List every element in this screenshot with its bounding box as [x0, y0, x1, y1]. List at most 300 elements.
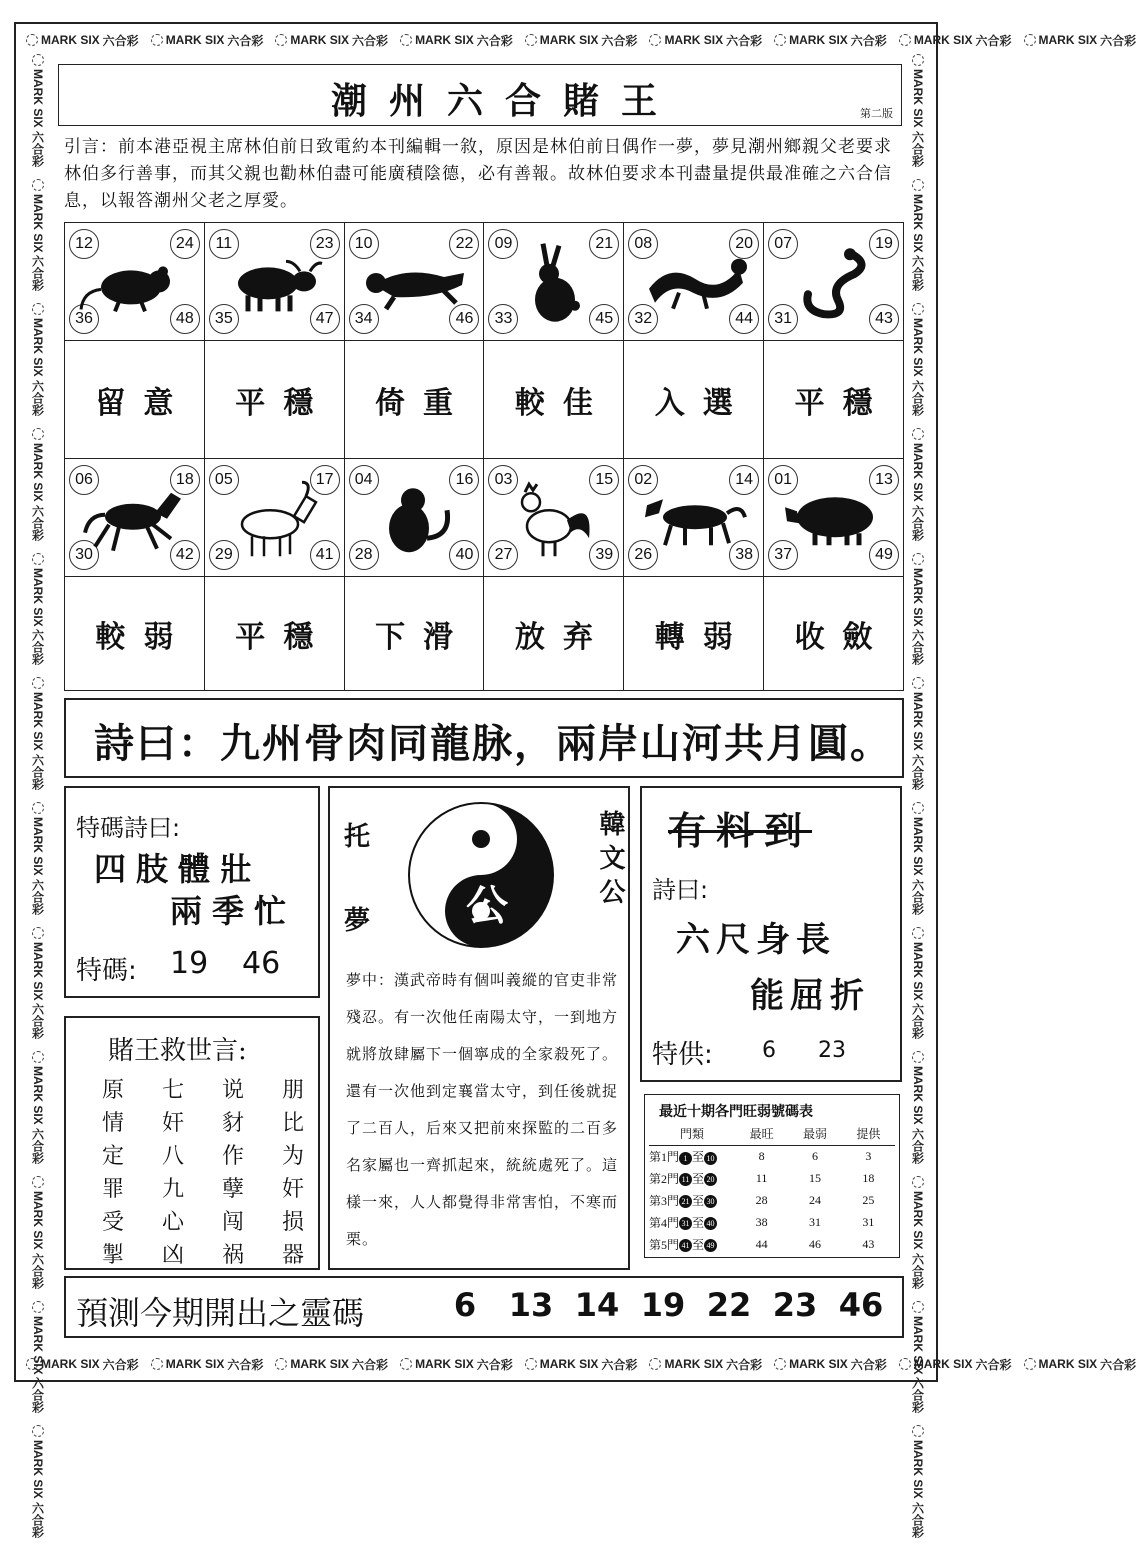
zodiac-word: 平穩: [777, 386, 891, 421]
brand-cell: [145, 1356, 270, 1373]
brand-en: MARK SIX: [31, 568, 45, 627]
zodiac-number: 21: [589, 229, 619, 259]
brand-cell: [394, 1356, 519, 1373]
brand-en: MARK SIX: [664, 33, 723, 47]
brand-en: MARK SIX: [540, 1357, 599, 1371]
ox-icon: [224, 251, 324, 319]
range-word: 至: [692, 1172, 704, 1186]
stats-min-cell: 46: [788, 1233, 841, 1255]
brand-en: MARK SIX: [911, 1191, 925, 1250]
brand-cn: 六合彩: [103, 32, 139, 49]
brand-cell: [20, 32, 145, 49]
range-from: 31: [679, 1217, 692, 1230]
zodiac-number: 32: [628, 304, 658, 334]
stats-title: 最近十期各門旺弱號碼表: [659, 1101, 813, 1121]
brand-cell: [30, 48, 47, 173]
zodiac-word: 倚重: [357, 386, 471, 421]
flower-icon: [1024, 34, 1036, 46]
flower-icon: [32, 553, 44, 565]
brand-cell: [643, 32, 768, 49]
brand-cell: [30, 1170, 47, 1295]
stats-door-cell: [649, 1189, 735, 1211]
material-box: [640, 786, 902, 1082]
flower-icon: [400, 1358, 412, 1370]
flower-icon: [32, 54, 44, 66]
zodiac-word-cell: [204, 577, 344, 691]
brand-cell: [910, 422, 927, 547]
zodiac-number: 46: [449, 304, 479, 334]
brand-cn: 六合彩: [601, 32, 637, 49]
brand-en: MARK SIX: [911, 942, 925, 1001]
prediction-number: 46: [828, 1286, 894, 1324]
brand-en: MARK SIX: [31, 194, 45, 253]
brand-cell: [30, 1419, 47, 1544]
special-poem-line1: 四肢體壯: [94, 844, 262, 890]
brand-en: MARK SIX: [1039, 33, 1098, 47]
zodiac-number: 11: [209, 229, 239, 259]
special-code-2: 46: [242, 946, 280, 981]
brand-cn: 六合彩: [910, 255, 927, 291]
zodiac-number: 41: [310, 540, 340, 570]
zodiac-number: 24: [170, 229, 200, 259]
zodiac-number: 28: [349, 540, 379, 570]
brand-cn: 六合彩: [30, 255, 47, 291]
brand-cell: [910, 1045, 927, 1170]
brand-en: MARK SIX: [911, 1316, 925, 1375]
brand-cell: [768, 1356, 893, 1373]
brand-cn: 六合彩: [851, 1356, 887, 1373]
zodiac-cell: [484, 459, 624, 577]
brand-en: MARK SIX: [911, 318, 925, 377]
zodiac-word: 入選: [637, 386, 751, 421]
brand-en: MARK SIX: [31, 942, 45, 1001]
flower-icon: [32, 927, 44, 939]
brand-cell: [30, 173, 47, 298]
stats-box: [644, 1094, 900, 1258]
stats-max-cell: 11: [735, 1167, 788, 1189]
stats-max-cell: 38: [735, 1211, 788, 1233]
brand-cell: [30, 1045, 47, 1170]
brand-en: MARK SIX: [911, 1440, 925, 1499]
flower-icon: [912, 303, 924, 315]
brand-cn: 六合彩: [227, 32, 263, 49]
prediction-number: 19: [630, 1286, 696, 1324]
flower-icon: [912, 54, 924, 66]
zodiac-number: 38: [729, 540, 759, 570]
flower-icon: [912, 553, 924, 565]
flower-icon: [32, 1301, 44, 1313]
brand-cell: [145, 32, 270, 49]
zodiac-word-cell: [764, 341, 904, 459]
saving-word-char: 说: [222, 1074, 244, 1107]
zodiac-word: 下滑: [357, 620, 471, 655]
stats-table: [649, 1123, 895, 1255]
brand-cn: 六合彩: [910, 131, 927, 167]
flower-icon: [912, 179, 924, 191]
rat-icon: [79, 251, 189, 319]
zodiac-word-cell: [65, 577, 205, 691]
brand-cn: 六合彩: [1100, 1356, 1136, 1373]
brand-en: MARK SIX: [31, 1066, 45, 1125]
zodiac-word-cell: [65, 341, 205, 459]
zodiac-number: 09: [488, 229, 518, 259]
brand-en: MARK SIX: [31, 69, 45, 128]
stats-door-cell: [649, 1233, 735, 1255]
stats-min-cell: 15: [788, 1167, 841, 1189]
supply-num-2: 23: [818, 1038, 846, 1063]
brand-cn: 六合彩: [30, 879, 47, 915]
zodiac-grid: [64, 222, 904, 691]
bottom-brand-strip: [20, 1350, 932, 1378]
yin-yang-icon: [406, 800, 556, 950]
dream-story-text: 夢中：漢武帝時有個叫義縱的官吏非常殘忍。有一次他任南陽太守，一到地方就將放肆屬下一個寧成的全家殺死了。還有一次他到定襄當太守，到任後就捉了二百人，后來又把前來探監的二百多名家屬也一齊抓起來，統統處死了。這樣一來，人人都覺得非常害怕，不寒而栗。: [346, 962, 618, 1258]
zodiac-cell: [344, 459, 484, 577]
range-to: 20: [704, 1173, 717, 1186]
brand-cn: 六合彩: [30, 629, 47, 665]
pig-icon: [779, 489, 889, 553]
flower-icon: [275, 34, 287, 46]
saving-words-column: [282, 1074, 304, 1305]
stats-max-cell: 44: [735, 1233, 788, 1255]
brand-en: MARK SIX: [31, 817, 45, 876]
brand-cn: 六合彩: [477, 32, 513, 49]
zodiac-cell: [764, 459, 904, 577]
brand-en: MARK SIX: [789, 1357, 848, 1371]
dog-icon: [639, 489, 749, 553]
brand-en: MARK SIX: [914, 33, 973, 47]
zodiac-word-cell: [484, 341, 624, 459]
zodiac-word-cell: [344, 341, 484, 459]
brand-en: MARK SIX: [540, 33, 599, 47]
prediction-number: 6: [432, 1286, 498, 1324]
zodiac-number: 36: [69, 304, 99, 334]
brand-en: MARK SIX: [911, 443, 925, 502]
zodiac-number: 26: [628, 540, 658, 570]
brand-cell: [910, 1170, 927, 1295]
saving-word-char: 朋: [282, 1074, 304, 1107]
zodiac-number: 47: [310, 304, 340, 334]
material-line2: 能屈折: [750, 968, 870, 1017]
brand-cn: 六合彩: [910, 380, 927, 416]
stats-header: 門類: [649, 1123, 735, 1145]
zodiac-number: 40: [449, 540, 479, 570]
brand-cell: [30, 297, 47, 422]
range-to: 10: [704, 1152, 717, 1165]
zodiac-number: 35: [209, 304, 239, 334]
flower-icon: [400, 34, 412, 46]
saving-words-column: [102, 1074, 124, 1305]
zodiac-number: 33: [488, 304, 518, 334]
prediction-label: 預測今期開出之靈碼: [76, 1288, 364, 1334]
flower-icon: [525, 1358, 537, 1370]
flower-icon: [32, 179, 44, 191]
flower-icon: [275, 1358, 287, 1370]
zodiac-number: 12: [69, 229, 99, 259]
zodiac-number: 27: [488, 540, 518, 570]
range-from: 41: [679, 1239, 692, 1252]
brand-cn: 六合彩: [910, 1003, 927, 1039]
brand-cell: [643, 1356, 768, 1373]
saving-word-char: 作: [222, 1140, 244, 1173]
stats-row: [649, 1211, 895, 1233]
brand-en: MARK SIX: [911, 692, 925, 751]
brand-cn: 六合彩: [910, 629, 927, 665]
zodiac-cell: [624, 459, 764, 577]
brand-cn: 六合彩: [352, 32, 388, 49]
range-word: 至: [692, 1238, 704, 1252]
zodiac-number: 14: [729, 465, 759, 495]
dream-left-char1: 托: [344, 816, 370, 853]
range-to: 49: [704, 1239, 717, 1252]
brand-en: MARK SIX: [911, 69, 925, 128]
brand-cell: [910, 547, 927, 672]
brand-cell: [910, 48, 927, 173]
zodiac-number: 20: [729, 229, 759, 259]
brand-cn: 六合彩: [910, 505, 927, 541]
zodiac-word-cell: [484, 577, 624, 691]
zodiac-number: 44: [729, 304, 759, 334]
brand-en: MARK SIX: [31, 692, 45, 751]
zodiac-number: 17: [310, 465, 340, 495]
monkey-icon: [369, 480, 459, 564]
saving-word-char: 为: [282, 1140, 304, 1173]
brand-cn: 六合彩: [726, 32, 762, 49]
stats-row: [649, 1189, 895, 1211]
door-label: 第1門: [649, 1150, 679, 1164]
brand-en: MARK SIX: [166, 33, 225, 47]
flower-icon: [32, 802, 44, 814]
range-word: 至: [692, 1194, 704, 1208]
header-box: [58, 64, 902, 126]
brand-cn: 六合彩: [851, 32, 887, 49]
stats-offer-cell: 43: [842, 1233, 895, 1255]
svg-text:公: 公: [466, 881, 508, 930]
zodiac-word: 較佳: [497, 386, 611, 421]
zodiac-number: 31: [768, 304, 798, 334]
flower-icon: [32, 1425, 44, 1437]
saving-words-title: 賭王救世言:: [108, 1030, 247, 1067]
brand-cell: [768, 32, 893, 49]
prediction-box: [64, 1276, 904, 1338]
dream-right-label: 韓文公: [592, 810, 629, 912]
brand-en: MARK SIX: [415, 33, 474, 47]
brand-cn: 六合彩: [30, 1128, 47, 1164]
material-title: 有料到: [668, 800, 812, 855]
special-poem-box: [64, 786, 320, 998]
zodiac-word-cell: [624, 341, 764, 459]
flower-icon: [912, 1176, 924, 1188]
brand-cell: [910, 1419, 927, 1544]
zodiac-number: 13: [869, 465, 899, 495]
flower-icon: [912, 1301, 924, 1313]
right-brand-strip: [904, 48, 932, 1340]
brand-cell: [30, 1295, 47, 1420]
brand-en: MARK SIX: [911, 568, 925, 627]
zodiac-cell: [204, 223, 344, 341]
supply-label: 特供:: [652, 1034, 713, 1071]
zodiac-number: 15: [589, 465, 619, 495]
stats-min-cell: 6: [788, 1145, 841, 1167]
zodiac-number: 34: [349, 304, 379, 334]
zodiac-word-cell: [204, 341, 344, 459]
brand-cell: [519, 1356, 644, 1373]
saving-word-char: 器: [282, 1239, 304, 1272]
brand-cn: 六合彩: [477, 1356, 513, 1373]
saving-word-char: 定: [102, 1140, 124, 1173]
flower-icon: [151, 34, 163, 46]
zodiac-number: 06: [69, 465, 99, 495]
stats-max-cell: 28: [735, 1189, 788, 1211]
brand-cn: 六合彩: [910, 754, 927, 790]
stats-header: 最弱: [788, 1123, 841, 1145]
zodiac-number: 05: [209, 465, 239, 495]
rooster-icon: [509, 480, 599, 564]
range-to: 40: [704, 1217, 717, 1230]
special-code-1: 19: [170, 946, 208, 981]
brand-cn: 六合彩: [30, 505, 47, 541]
stats-door-cell: [649, 1167, 735, 1189]
stats-offer-cell: 25: [842, 1189, 895, 1211]
zodiac-number: 04: [349, 465, 379, 495]
brand-en: MARK SIX: [290, 33, 349, 47]
brand-en: MARK SIX: [31, 1440, 45, 1499]
saving-word-char: 奸: [162, 1107, 184, 1140]
saving-word-char: 罪: [102, 1173, 124, 1206]
flower-icon: [32, 1051, 44, 1063]
stats-row: [649, 1233, 895, 1255]
brand-cell: [30, 422, 47, 547]
saving-word-char: 掣: [102, 1239, 124, 1272]
brand-en: MARK SIX: [664, 1357, 723, 1371]
brand-cn: 六合彩: [910, 879, 927, 915]
zodiac-word: 轉弱: [637, 620, 751, 655]
door-label: 第3門: [649, 1194, 679, 1208]
range-word: 至: [692, 1216, 704, 1230]
brand-en: MARK SIX: [31, 1316, 45, 1375]
saving-word-char: 孽: [222, 1173, 244, 1206]
brand-cell: [394, 32, 519, 49]
flower-icon: [26, 34, 38, 46]
brand-cn: 六合彩: [30, 1502, 47, 1538]
zodiac-word: 留意: [77, 386, 191, 421]
brand-cell: [910, 297, 927, 422]
stats-min-cell: 31: [788, 1211, 841, 1233]
brand-en: MARK SIX: [914, 1357, 973, 1371]
flower-icon: [912, 927, 924, 939]
zodiac-number: 02: [628, 465, 658, 495]
goat-icon: [224, 480, 324, 564]
saving-words-column: [162, 1074, 184, 1305]
stats-max-cell: 8: [735, 1145, 788, 1167]
zodiac-cell: [65, 459, 205, 577]
zodiac-number: 37: [768, 540, 798, 570]
stats-door-cell: [649, 1145, 735, 1167]
zodiac-number: 18: [170, 465, 200, 495]
brand-cell: [1018, 32, 1142, 49]
zodiac-number: 42: [170, 540, 200, 570]
flower-icon: [151, 1358, 163, 1370]
zodiac-cell: [764, 223, 904, 341]
zodiac-number: 08: [628, 229, 658, 259]
brand-en: MARK SIX: [31, 1191, 45, 1250]
brand-en: MARK SIX: [31, 318, 45, 377]
range-from: 11: [679, 1173, 692, 1186]
edition-label: 第二版: [860, 105, 893, 121]
zodiac-number: 19: [869, 229, 899, 259]
brand-en: MARK SIX: [911, 194, 925, 253]
material-poem-label: 詩曰:: [652, 870, 708, 905]
brand-cell: [269, 1356, 394, 1373]
page-title: 潮州六合賭王: [331, 73, 679, 124]
flower-icon: [649, 1358, 661, 1370]
saving-word-char: 原: [102, 1074, 124, 1107]
zodiac-number: 48: [170, 304, 200, 334]
saving-words-box: [64, 1016, 320, 1270]
brand-en: MARK SIX: [41, 33, 100, 47]
brand-cell: [910, 173, 927, 298]
brand-en: MARK SIX: [789, 33, 848, 47]
saving-word-char: 七: [162, 1074, 184, 1107]
brand-cell: [910, 921, 927, 1046]
supply-num-1: 6: [762, 1038, 776, 1063]
brand-en: MARK SIX: [911, 817, 925, 876]
stats-min-cell: 24: [788, 1189, 841, 1211]
brand-cell: [30, 547, 47, 672]
zodiac-number: 49: [869, 540, 899, 570]
brand-cell: [893, 32, 1018, 49]
poem-banner-text: 詩曰：九州骨肉同龍脉，兩岸山河共月圓。: [94, 712, 892, 769]
stats-offer-cell: 18: [842, 1167, 895, 1189]
prediction-number: 22: [696, 1286, 762, 1324]
zodiac-cell: [484, 223, 624, 341]
zodiac-number: 01: [768, 465, 798, 495]
saving-word-char: 豺: [222, 1107, 244, 1140]
zodiac-number: 43: [869, 304, 899, 334]
brand-cn: 六合彩: [30, 1003, 47, 1039]
brand-cn: 六合彩: [30, 1377, 47, 1413]
door-label: 第5門: [649, 1238, 679, 1252]
saving-word-char: 奸: [282, 1173, 304, 1206]
stats-offer-cell: 3: [842, 1145, 895, 1167]
flower-icon: [912, 428, 924, 440]
stats-header: 提供: [842, 1123, 895, 1145]
flower-icon: [1024, 1358, 1036, 1370]
brand-cn: 六合彩: [103, 1356, 139, 1373]
zodiac-word: 收斂: [777, 620, 891, 655]
tiger-icon: [354, 255, 474, 315]
brand-cell: [269, 32, 394, 49]
flower-icon: [32, 677, 44, 689]
material-line1: 六尺身長: [676, 912, 836, 961]
brand-en: MARK SIX: [41, 1357, 100, 1371]
brand-cn: 六合彩: [910, 1502, 927, 1538]
zodiac-word: 平穩: [217, 386, 331, 421]
saving-word-char: 九: [162, 1173, 184, 1206]
zodiac-number: 45: [589, 304, 619, 334]
special-poem-line2: 兩季忙: [170, 886, 296, 932]
brand-en: MARK SIX: [1039, 1357, 1098, 1371]
brand-cn: 六合彩: [910, 1377, 927, 1413]
left-brand-strip: [24, 48, 52, 1340]
zodiac-number: 07: [768, 229, 798, 259]
saving-word-char: 损: [282, 1206, 304, 1239]
zodiac-number: 23: [310, 229, 340, 259]
flower-icon: [32, 428, 44, 440]
zodiac-number: 03: [488, 465, 518, 495]
zodiac-number: 22: [449, 229, 479, 259]
stats-header: 最旺: [735, 1123, 788, 1145]
door-label: 第2門: [649, 1172, 679, 1186]
